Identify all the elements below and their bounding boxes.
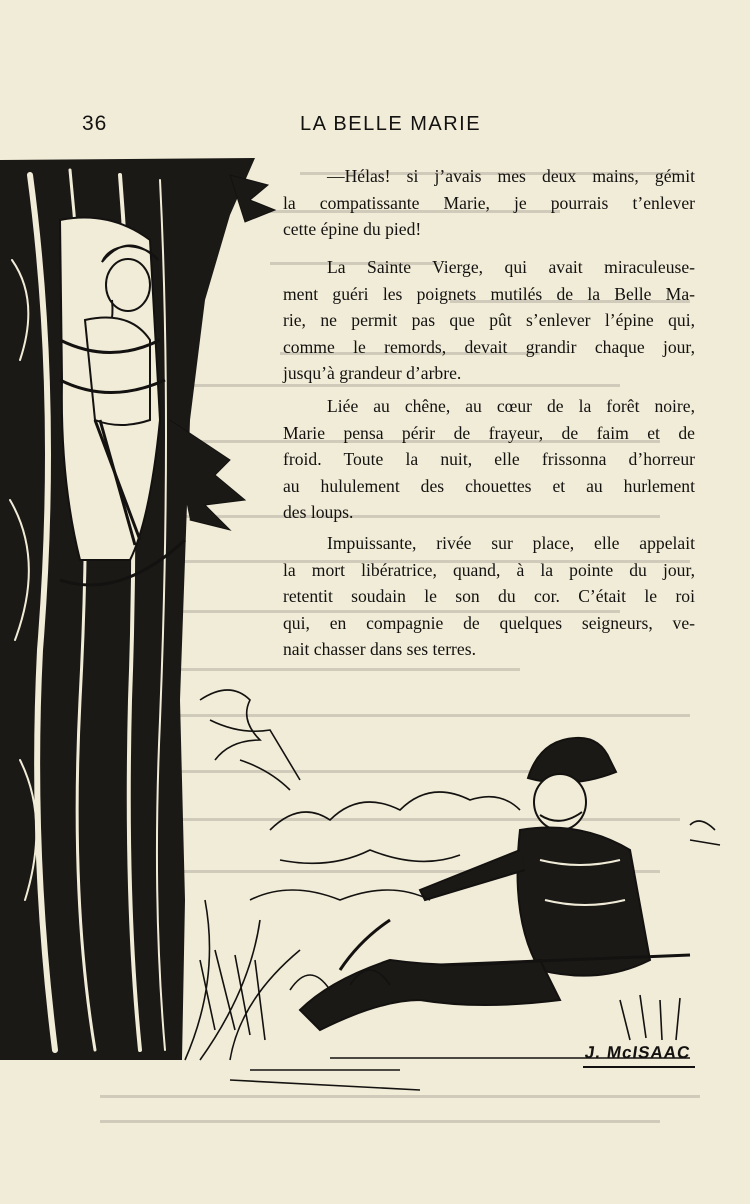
- text-line: la compatissante Marie, je pourrais t’enlever: [283, 192, 695, 213]
- page-header: [0, 112, 750, 142]
- text-line: ment guéri les poignets mutilés de la Belle Ma-: [283, 283, 695, 304]
- paragraph-1: [283, 163, 695, 243]
- running-title: LA BELLE MARIE: [300, 113, 482, 135]
- text-line: La Sainte Vierge, qui avait miraculeuse-: [327, 257, 695, 277]
- text-line: des loups.: [283, 502, 354, 522]
- text-line: qui, en compagnie de quelques seigneurs, ve-: [283, 612, 695, 633]
- text-line: Liée au chêne, au cœur de la forêt noire,: [327, 396, 695, 416]
- text-line: au hululement des chouettes et au hurlement: [283, 475, 695, 496]
- text-line: rie, ne permit pas que pût s’enlever l’épine qui,: [283, 310, 695, 330]
- paragraph-2: [283, 254, 695, 387]
- paragraph-3: [283, 393, 695, 526]
- text-line: jusqu’à grandeur d’arbre.: [283, 363, 462, 383]
- illustrator-signature: J. McISAAC: [583, 1043, 692, 1062]
- text-line: Marie pensa périr de frayeur, de faim et de: [283, 422, 695, 443]
- text-line: retentit soudain le son du cor. C’était le roi: [283, 586, 695, 606]
- text-line: —Hélas! si j’avais mes deux mains, gémit: [327, 166, 695, 186]
- text-line: comme le remords, devait grandir chaque jour,: [283, 336, 695, 357]
- hunter-figure: [300, 738, 690, 1030]
- page-number: 36: [82, 112, 108, 135]
- text-line: la mort libératrice, quand, à la pointe du jour,: [283, 559, 695, 580]
- text-line: nait chasser dans ses terres.: [283, 639, 476, 659]
- text-line: froid. Toute la nuit, elle frissonna d’horreur: [283, 449, 695, 469]
- signature-underline: [583, 1066, 695, 1068]
- text-line: Impuissante, rivée sur place, elle appelait: [327, 533, 695, 553]
- text-line: cette épine du pied!: [283, 219, 422, 239]
- paragraph-4: [283, 530, 695, 663]
